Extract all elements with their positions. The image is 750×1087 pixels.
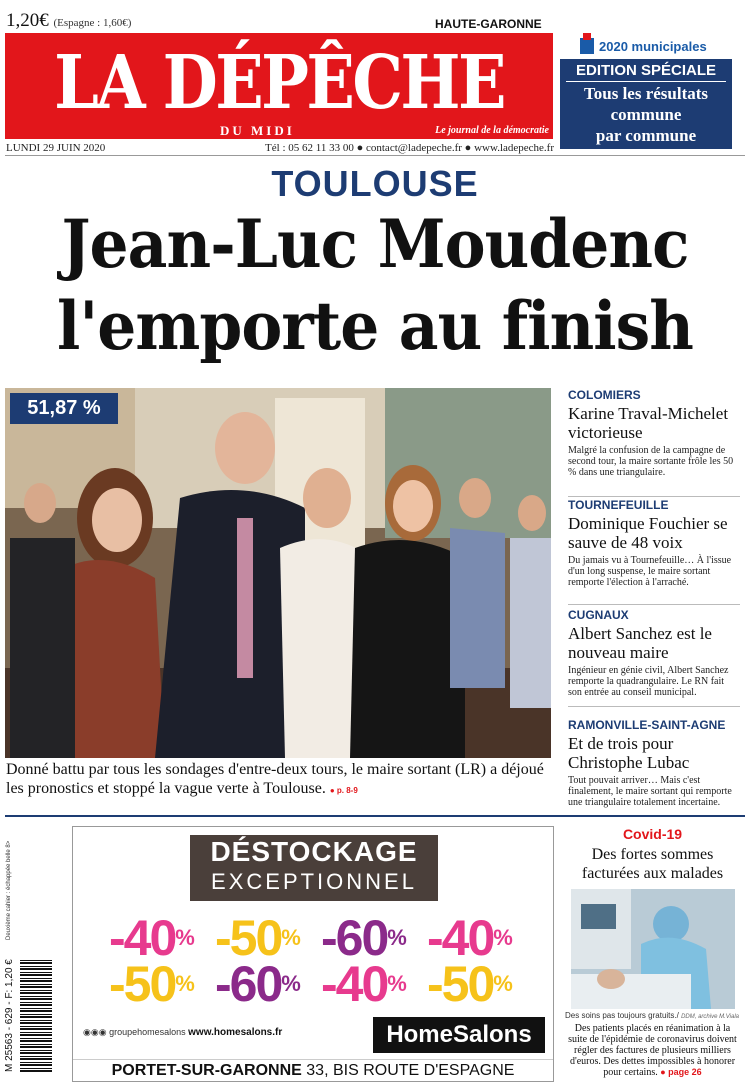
story-place: TOURNEFEUILLE (568, 498, 669, 512)
newspaper-title: LA DÉPÊCHE (54, 40, 504, 126)
ad-title-box (190, 835, 438, 901)
region-label: HAUTE-GARONNE (435, 17, 542, 31)
contact-line: Tél : 05 62 11 33 00 ● contact@ladepeche.fr ● www.ladepeche.fr (265, 142, 554, 154)
story-text: Du jamais vu à Tournefeuille… À l'issue d'un long suspense, le maire sortant remporte l'élection à l'arraché. (568, 555, 732, 588)
discount-label: -60% (215, 956, 299, 1012)
covid-body-text: Des patients placés en réanimation à la suite de l'épidémie de coronavirus doivent régler des factures de plusieurs milliers d'euros. Des dettes impossibles à honorer pour certains. (568, 1023, 737, 1078)
story-text: Tout pouvait arriver… Mais c'est finalement, le maire sortant qui remporte une triangulaire totalement incertaine. (568, 775, 732, 808)
results-line-1: Tous les résultats (583, 84, 709, 103)
supplement-text: Deuxième cahier : échappée belle 8> (6, 840, 12, 940)
discount-label: -50% (427, 956, 511, 1012)
story-text: Malgré la confusion de la campagne de second tour, la maire sortante frôle les 50 % dans une triangulaire. (568, 445, 734, 478)
covid-body (565, 1023, 740, 1078)
municipales-label: 2020 municipales (599, 38, 707, 54)
story-title: Dominique Fouchier se sauve de 48 voix (568, 514, 728, 552)
sidebar-story[interactable] (568, 498, 738, 608)
discount-label: -50% (215, 910, 299, 966)
covid-story[interactable] (565, 826, 740, 1078)
brand-logo: HomeSalons (373, 1017, 545, 1053)
headline-line-1: Jean-Luc Moudenc (61, 205, 689, 283)
ad-address-street: 33, BIS ROUTE D'ESPAGNE (306, 1062, 515, 1079)
covid-photo-credit: DDM, archive M.Viala (681, 1014, 739, 1020)
barcode-image (20, 960, 52, 1072)
ad-address-city: PORTET-SUR-GARONNE (111, 1062, 302, 1079)
story-place: RAMONVILLE-SAINT-AGNE (568, 718, 726, 732)
municipales-box[interactable] (560, 33, 732, 149)
ad-title-line-1: DÉSTOCKAGE (210, 836, 418, 867)
barcode-number (4, 960, 18, 1072)
results-line-2: commune (610, 105, 682, 124)
sidebar-story[interactable] (568, 718, 738, 828)
discount-label: -60% (321, 910, 405, 966)
covid-page-ref[interactable]: ● page 26 (660, 1067, 702, 1077)
lead-caption[interactable] (6, 760, 552, 800)
top-divider (5, 155, 745, 156)
lead-kicker: TOULOUSE (271, 163, 479, 204)
story-text: Ingénieur en génie civil, Albert Sanchez remporte la quadrangulaire. Le RN fait son entrée au conseil municipal. (568, 665, 729, 698)
supplement-note (6, 830, 16, 940)
discount-label: -40% (321, 956, 405, 1012)
ad-website[interactable]: www.homesalons.fr (188, 1027, 283, 1038)
lead-photo[interactable] (5, 388, 551, 758)
section-divider (5, 815, 745, 817)
headline-line-2: l'emporte au finish (56, 287, 694, 365)
special-edition-panel (560, 59, 732, 149)
story-title: Et de trois pour Christophe Lubac (568, 734, 690, 772)
ad-address (73, 1059, 553, 1080)
discount-label: -50% (109, 956, 193, 1012)
sidebar-divider (568, 706, 740, 707)
story-title: Karine Traval-Michelet victorieuse (568, 404, 729, 442)
discount-label: -40% (427, 910, 511, 966)
price (6, 10, 131, 32)
sidebar (568, 388, 738, 828)
sidebar-story[interactable] (568, 388, 738, 498)
covid-photo[interactable] (571, 889, 735, 1009)
covid-tag: Covid-19 (622, 826, 683, 842)
newspaper-slogan: Le journal de la démocratie (435, 125, 549, 136)
ad-social-line (83, 1027, 363, 1038)
sidebar-divider (568, 496, 740, 497)
sidebar-divider (568, 604, 740, 605)
sidebar-story[interactable] (568, 608, 738, 718)
masthead-banner[interactable] (5, 33, 553, 139)
covid-photo-caption (565, 1011, 740, 1020)
results-line-3: par commune (595, 126, 697, 145)
story-place: COLOMIERS (568, 388, 641, 402)
ad-title-line-2: EXCEPTIONNEL (211, 869, 417, 894)
covid-title: Des fortes sommes facturées aux malades (581, 846, 724, 882)
newspaper-subtitle: DU MIDI (220, 123, 295, 138)
price-main: 1,20€ (6, 10, 49, 31)
issue-date: LUNDI 29 JUIN 2020 (6, 142, 106, 154)
percentage-badge: 51,87 % (10, 393, 118, 424)
ad-social: groupehomesalons (109, 1027, 186, 1037)
municipales-header (560, 33, 732, 59)
price-spain: (Espagne : 1,60€) (53, 17, 132, 29)
caption-text: Donné battu par tous les sondages d'entre-deux tours, le maire sortant (LR) a déjoué les pronostics et stoppé la vague verte à Toulouse. (6, 761, 544, 797)
covid-caption-text: Des soins pas toujours gratuits./ (565, 1011, 679, 1020)
advertisement[interactable] (72, 826, 554, 1082)
discount-label: -40% (109, 910, 193, 966)
caption-page-ref[interactable]: ● p. 8-9 (329, 786, 358, 795)
story-title: Albert Sanchez est le nouveau maire (568, 624, 712, 662)
special-edition-label: EDITION SPÉCIALE (566, 62, 726, 82)
ballot-box-icon (580, 38, 594, 54)
lead-headline[interactable] (26, 203, 724, 367)
barcode-number-text: M 25563 - 629 - F: 1,20 € (4, 959, 15, 1072)
story-place: CUGNAUX (568, 608, 629, 622)
social-icons: ◉◉◉ (83, 1027, 107, 1037)
